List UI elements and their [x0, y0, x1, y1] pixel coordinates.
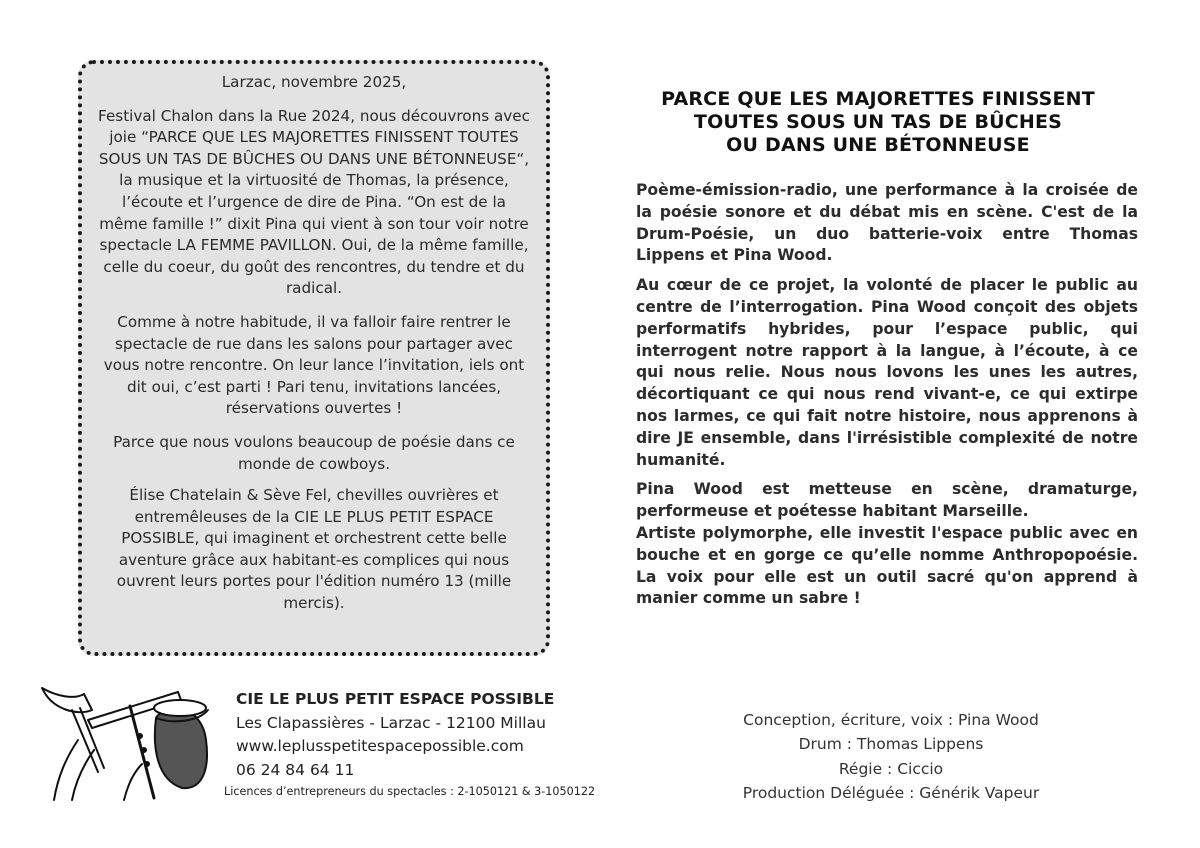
- letter-paragraph-4: Élise Chatelain & Sève Fel, chevilles ouvrières et entremêleuses de la CIE LE PLUS PETIT ESPACE POSSIBLE, qui imaginent et orchestrent cette belle aventure grâce aux habitant-es complices qui nous ouvrent leurs portes pour l'édition numéro 13 (mille mercis).: [116, 486, 512, 613]
- show-paragraph-2: Au cœur de ce projet, la volonté de placer le public au centre de l’interrogation. Pina Wood conçoit des objets performatifs hybrides, pour l’espace public, qui interrogent notre rapport à la langue, à l’écoute, à ce qui nous relie. Nous nous lovons les unes les autres, décortiquant ce qui nous rend vivant-e, ce qui extirpe nos larmes, ce qui fait notre histoire, nous apprenons à dire JE ensemble, dans l'irrésistible complexité de notre humanité.: [636, 276, 1138, 469]
- show-paragraph-3b: Artiste polymorphe, elle investit l'espace public avec en bouche et en gorge ce qu’elle nomme Anthropopoésie. La voix pour elle est un outil sacré qu'on apprend à manier comme un sabre !: [636, 523, 1138, 608]
- show-title-line-1: PARCE QUE LES MAJORETTES FINISSENT: [661, 88, 1095, 110]
- letter-box: [78, 60, 550, 656]
- company-phone[interactable]: 06 24 84 64 11: [236, 760, 355, 779]
- show-description: [636, 180, 1138, 618]
- show-paragraph-1: Poème-émission-radio, une performance à la croisée de la poésie sonore et du débat mis en scène. C'est de la Drum-Poésie, un duo batterie-voix entre Thomas Lippens et Pina Wood.: [636, 181, 1138, 265]
- credit-line: Régie : Ciccio: [838, 759, 944, 778]
- credit-line: Production Déléguée : Générik Vapeur: [742, 784, 1040, 803]
- show-title-line-3: OU DANS UNE BÉTONNEUSE: [726, 134, 1030, 156]
- company-logo-illustration: [32, 680, 212, 802]
- letter-paragraph-2: Comme à notre habitude, il va falloir faire rentrer le spectacle de rue dans les salons pour partager avec vous notre rencontre. On leur lance l’invitation, iels ont dit oui, c’est parti ! Pari tenu, invitations lancées, réservations ouvertes !: [103, 312, 525, 418]
- show-title: [600, 88, 1156, 157]
- letter-date: Larzac, novembre 2025,: [221, 73, 407, 91]
- credit-line: Drum : Thomas Lippens: [798, 735, 984, 754]
- show-title-line-2: TOUTES SOUS UN TAS DE BÛCHES: [693, 111, 1063, 133]
- letter-paragraph-3: Parce que nous voulons beaucoup de poésie dans ce monde de cowboys.: [113, 432, 515, 473]
- company-website[interactable]: www.leplusspetitespacepossible.com: [236, 737, 524, 755]
- licence-numbers: Licences d’entrepreneurs du spectacles : 2-1050121 & 3-1050122: [224, 785, 596, 798]
- credit-line: Conception, écriture, voix : Pina Wood: [743, 711, 1039, 729]
- letter-paragraph-1: Festival Chalon dans la Rue 2024, nous découvrons avec joie “PARCE QUE LES MAJORETTES FINISSENT TOUTES SOUS UN TAS DE BÛCHES OU DANS UNE BÉTONNEUSE“, la musique et la virtuosité de Thomas, la présence, l’écoute et l’urgence de dire de Pina. “On est de la même famille !” dixit Pina qui vient à son tour voir notre spectacle LA FEMME PAVILLON. Oui, de la même famille, celle du coeur, du goût des rencontres, du tendre et du radical.: [98, 106, 530, 298]
- show-paragraph-3a: Pina Wood est metteuse en scène, dramaturge, performeuse et poétesse habitant Marseille.: [636, 480, 1138, 521]
- company-address: Les Clapassières - Larzac - 12100 Millau: [236, 713, 546, 732]
- contact-block: [224, 688, 596, 800]
- credits: [636, 708, 1146, 806]
- company-name: CIE LE PLUS PETIT ESPACE POSSIBLE: [236, 690, 555, 708]
